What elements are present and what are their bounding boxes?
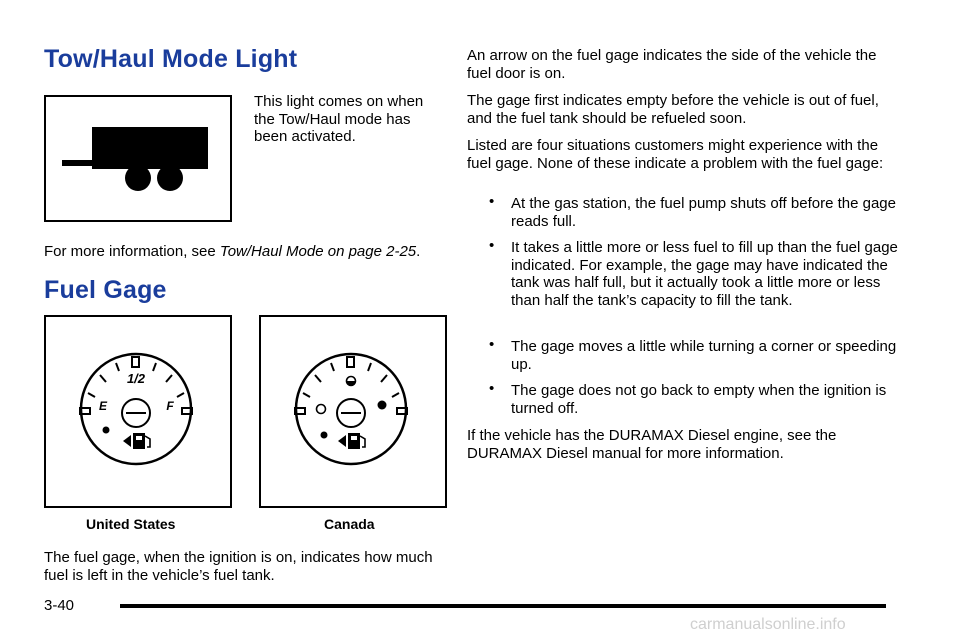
towhaul-light-text: This light comes on when the Tow/Haul mode has been activated.	[254, 93, 424, 145]
bullet-icon: •	[489, 237, 495, 254]
fuel-gauge-canada-figure	[259, 315, 447, 508]
list-item	[489, 336, 909, 376]
bullet-icon: •	[489, 193, 495, 210]
caption-canada: Canada	[324, 516, 375, 532]
right-para-situations: Listed are four situations customers might experience with the fuel gage. None of these indicate a problem with the fuel gage:	[467, 137, 884, 172]
low-fuel-dot	[103, 427, 110, 434]
fuel-gage-title: Fuel Gage	[44, 276, 167, 304]
right-para-arrow: An arrow on the fuel gage indicates the side of the vehicle the fuel door is on.	[467, 47, 877, 82]
bullet-text: It takes a little more or less fuel to fill up than the fuel gage indicated. For example, the gage may have indicated the tank was half full, but it actually took a little more or less than half the tank’s capacity to fill the tank.	[511, 239, 898, 309]
watermark: carmanualsonline.info	[690, 616, 846, 633]
caption-united-states: United States	[86, 516, 176, 532]
bullet-text: The gage moves a little while turning a corner or speeding up.	[511, 338, 897, 373]
list-item	[489, 237, 909, 333]
low-fuel-dot	[321, 432, 328, 439]
page-number: 3-40	[44, 597, 75, 614]
towhaul-reference-link[interactable]: Tow/Haul Mode on page 2-25	[219, 243, 417, 260]
bullet-text: The gage does not go back to empty when the ignition is turned off.	[511, 382, 887, 417]
towhaul-light-figure	[44, 95, 232, 222]
fuel-gauge-us	[46, 317, 230, 506]
fuel-pump-icon	[338, 433, 365, 449]
bullet-text: At the gas station, the fuel pump shuts off before the gage reads full.	[511, 195, 896, 230]
fuel-gauge-canada	[261, 317, 445, 506]
footer-rule	[120, 604, 886, 608]
fuel-gage-intro: The fuel gage, when the ignition is on, indicates how much fuel is left in the vehicle’s fuel tank.	[44, 549, 433, 584]
fuel-pump-icon	[123, 433, 150, 449]
bullet-icon: •	[489, 336, 495, 353]
towhaul-more-info	[44, 243, 464, 261]
list-item	[489, 380, 909, 420]
right-para-duramax: If the vehicle has the DURAMAX Diesel engine, see the DURAMAX Diesel manual for more information.	[467, 427, 837, 462]
more-info-prefix: For more information, see	[44, 243, 220, 260]
gauge-full-label: F	[166, 399, 174, 413]
gauge-empty-label: E	[98, 399, 108, 413]
list-item	[489, 193, 909, 233]
trailer-icon	[46, 97, 230, 220]
right-para-empty: The gage first indicates empty before the vehicle is out of fuel, and the fuel tank should be refueled soon.	[467, 92, 879, 127]
bullet-icon: •	[489, 380, 495, 397]
towhaul-title: Tow/Haul Mode Light	[44, 45, 298, 73]
gauge-half-label: 1/2	[126, 371, 146, 386]
fuel-gauge-us-figure	[44, 315, 232, 508]
more-info-suffix: .	[416, 243, 421, 260]
